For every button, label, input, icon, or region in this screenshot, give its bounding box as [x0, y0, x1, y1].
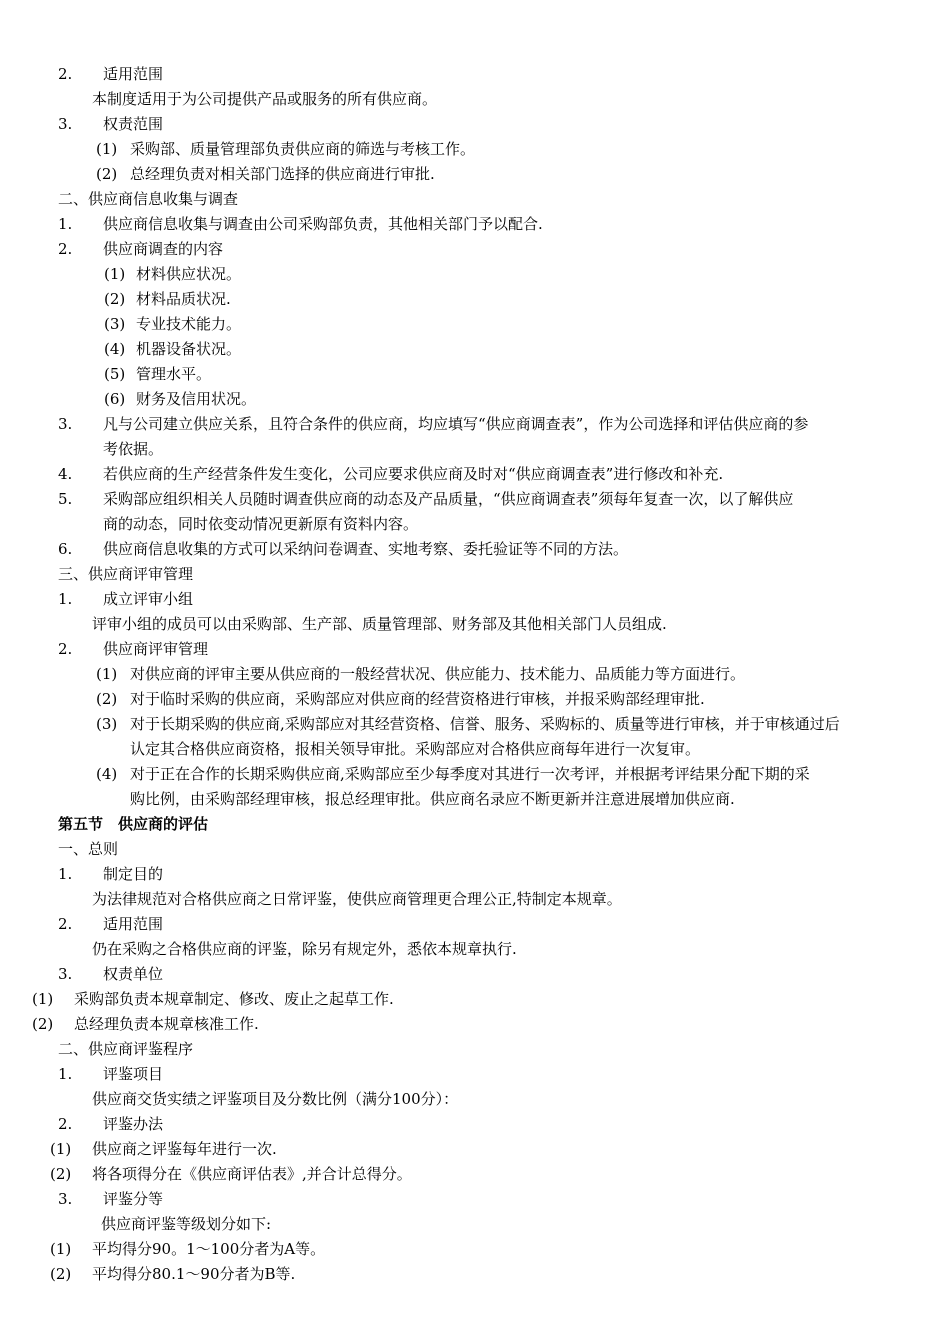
- item-number: 2.: [58, 640, 73, 658]
- sub-item-number: (4): [104, 340, 126, 358]
- item-number: 1.: [58, 865, 73, 883]
- sub-item-number: (2): [50, 1265, 72, 1283]
- item-heading: 评鉴办法: [103, 1115, 164, 1133]
- item-number: 3.: [58, 965, 73, 983]
- paragraph: 评审小组的成员可以由采购部、生产部、质量管理部、财务部及其他相关部门人员组成.: [92, 615, 667, 633]
- item-text: 供应商信息收集与调查由公司采购部负责，其他相关部门予以配合.: [103, 215, 543, 233]
- item-number: 1.: [58, 590, 73, 608]
- item-text: 凡与公司建立供应关系，且符合条件的供应商，均应填写“供应商调查表”，作为公司选择和评估供应商的参: [103, 415, 809, 433]
- sub-item-text: 总经理负责对相关部门选择的供应商进行审批.: [130, 165, 435, 183]
- sub-item-number: (3): [104, 315, 126, 333]
- section-heading: 一、总则: [58, 840, 119, 858]
- sub-item-text: 财务及信用状况。: [136, 390, 257, 408]
- sub-item-text-continued: 购比例，由采购部经理审核，报总经理审批。供应商名录应不断更新并注意进展增加供应商.: [130, 790, 735, 808]
- sub-item-text: 材料供应状况。: [136, 265, 242, 283]
- sub-item-text: 平均得分80.1～90分者为B等.: [92, 1265, 296, 1283]
- sub-item-text: 总经理负责本规章核准工作.: [74, 1015, 259, 1033]
- sub-item-text: 机器设备状况。: [136, 340, 242, 358]
- item-heading: 供应商评审管理: [103, 640, 209, 658]
- sub-item-number: (2): [50, 1165, 72, 1183]
- section-heading: 二、供应商信息收集与调查: [58, 190, 239, 208]
- item-heading: 评鉴项目: [103, 1065, 164, 1083]
- item-heading: 成立评审小组: [103, 590, 194, 608]
- sub-item-number: (2): [32, 1015, 54, 1033]
- paragraph: 为法律规范对合格供应商之日常评鉴，使供应商管理更合理公正,特制定本规章。: [92, 890, 622, 908]
- sub-item-text-continued: 认定其合格供应商资格，报相关领导审批。采购部应对合格供应商每年进行一次复审。: [130, 740, 701, 758]
- paragraph: 仍在采购之合格供应商的评鉴，除另有规定外，悉依本规章执行.: [92, 940, 517, 958]
- item-heading: 权责单位: [103, 965, 164, 983]
- item-number: 6.: [58, 540, 73, 558]
- sub-item-number: (3): [96, 715, 118, 733]
- item-heading: 权责范围: [103, 115, 164, 133]
- item-heading: 适用范围: [103, 915, 164, 933]
- paragraph: 供应商评鉴等级划分如下:: [101, 1215, 272, 1233]
- sub-item-text: 对于长期采购的供应商,采购部应对其经营资格、信誉、服务、采购标的、质量等进行审核，并于审核通过后: [130, 715, 840, 733]
- sub-item-number: (1): [50, 1240, 72, 1258]
- sub-item-number: (1): [104, 265, 126, 283]
- paragraph: 供应商交货实绩之评鉴项目及分数比例（满分100分）：: [92, 1090, 459, 1108]
- item-heading: 评鉴分等: [103, 1190, 164, 1208]
- item-text-continued: 商的动态，同时依变动情况更新原有资料内容。: [103, 515, 419, 533]
- item-number: 3.: [58, 415, 73, 433]
- sub-item-text: 管理水平。: [136, 365, 212, 383]
- item-number: 5.: [58, 490, 73, 508]
- item-number: 1.: [58, 1065, 73, 1083]
- item-heading: 制定目的: [103, 865, 164, 883]
- item-number: 4.: [58, 465, 73, 483]
- sub-item-number: (2): [96, 690, 118, 708]
- sub-item-text: 将各项得分在《供应商评估表》,并合计总得分。: [92, 1165, 412, 1183]
- sub-item-text: 对于正在合作的长期采购供应商,采购部应至少每季度对其进行一次考评，并根据考评结果分配下期的采: [130, 765, 810, 783]
- sub-item-number: (4): [96, 765, 118, 783]
- item-number: 2.: [58, 915, 73, 933]
- sub-item-text: 对于临时采购的供应商，采购部应对供应商的经营资格进行审核，并报采购部经理审批.: [130, 690, 705, 708]
- item-number: 3.: [58, 115, 73, 133]
- sub-item-text: 材料品质状况.: [136, 290, 231, 308]
- sub-item-text: 采购部、质量管理部负责供应商的筛选与考核工作。: [130, 140, 476, 158]
- sub-item-number: (2): [96, 165, 118, 183]
- item-text: 采购部应组织相关人员随时调查供应商的动态及产品质量，“供应商调查表”须每年复查一次，以了解供应: [103, 490, 794, 508]
- item-number: 2.: [58, 240, 73, 258]
- item-heading: 适用范围: [103, 65, 164, 83]
- section-heading: 二、供应商评鉴程序: [58, 1040, 194, 1058]
- sub-item-number: (1): [96, 665, 118, 683]
- sub-item-number: (1): [96, 140, 118, 158]
- item-text-continued: 考依据。: [103, 440, 164, 458]
- item-heading: 供应商调查的内容: [103, 240, 224, 258]
- item-number: 2.: [58, 1115, 73, 1133]
- section-heading: 三、供应商评审管理: [58, 565, 194, 583]
- sub-item-text: 供应商之评鉴每年进行一次.: [92, 1140, 277, 1158]
- sub-item-number: (1): [32, 990, 54, 1008]
- sub-item-text: 专业技术能力。: [136, 315, 242, 333]
- item-number: 2.: [58, 65, 73, 83]
- item-text: 供应商信息收集的方式可以采纳问卷调查、实地考察、委托验证等不同的方法。: [103, 540, 629, 558]
- item-text: 若供应商的生产经营条件发生变化，公司应要求供应商及时对“供应商调查表”进行修改和补充.: [103, 465, 724, 483]
- sub-item-number: (1): [50, 1140, 72, 1158]
- paragraph: 本制度适用于为公司提供产品或服务的所有供应商。: [92, 90, 438, 108]
- sub-item-text: 采购部负责本规章制定、修改、废止之起草工作.: [74, 990, 394, 1008]
- sub-item-text: 平均得分90。1～100分者为A等。: [92, 1240, 326, 1258]
- sub-item-text: 对供应商的评审主要从供应商的一般经营状况、供应能力、技术能力、品质能力等方面进行。: [130, 665, 746, 683]
- sub-item-number: (2): [104, 290, 126, 308]
- item-number: 3.: [58, 1190, 73, 1208]
- sub-item-number: (5): [104, 365, 126, 383]
- sub-item-number: (6): [104, 390, 126, 408]
- chapter-heading: 第五节 供应商的评估: [58, 815, 209, 833]
- item-number: 1.: [58, 215, 73, 233]
